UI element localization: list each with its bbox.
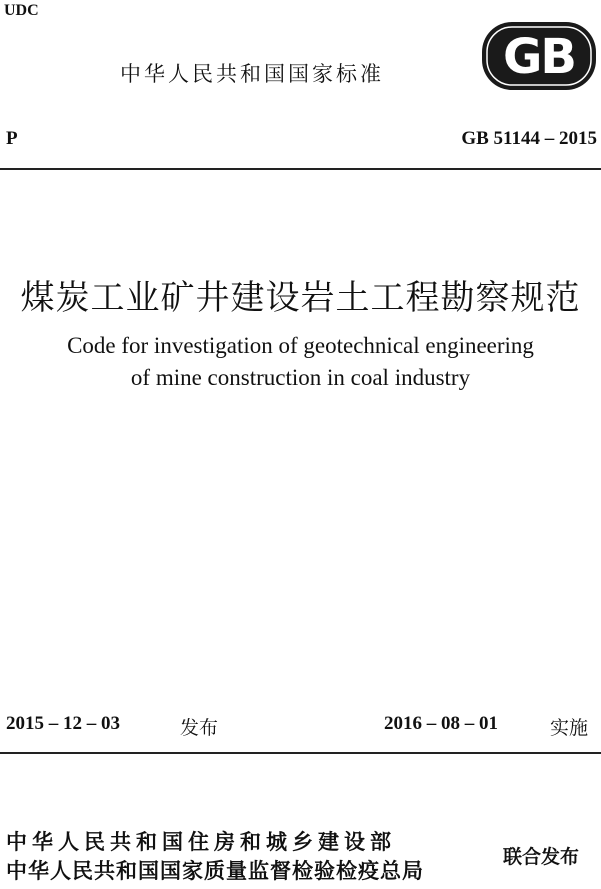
title-chinese: 煤炭工业矿井建设岩土工程勘察规范 — [20, 280, 581, 317]
standard-number: GB 51144 – 2015 — [461, 128, 597, 149]
title-english-line-2: of mine construction in coal industry — [130, 365, 471, 390]
top-divider — [0, 168, 601, 170]
category-code: P — [6, 128, 18, 149]
implementation-label: 实施 — [550, 717, 589, 739]
udc-label: UDC — [4, 2, 39, 19]
standard-type-heading: 中华人民共和国国家标准 — [120, 62, 384, 86]
issue-date: 2015 – 12 – 03 — [6, 713, 120, 734]
gb-logo — [480, 20, 598, 92]
issue-label: 发布 — [180, 717, 219, 739]
joint-publish-label: 联合发布 — [503, 846, 580, 868]
gb-logo-text: GB — [503, 29, 575, 85]
implementation-date: 2016 – 08 – 01 — [384, 713, 498, 734]
publisher-ministry-housing: 中华人民共和国住房和城乡建设部 — [6, 830, 396, 854]
title-english-line-1: Code for investigation of geotechnical engineering — [67, 333, 534, 358]
bottom-divider — [0, 752, 601, 754]
publisher-aqsiq: 中华人民共和国国家质量监督检验检疫总局 — [6, 859, 424, 883]
